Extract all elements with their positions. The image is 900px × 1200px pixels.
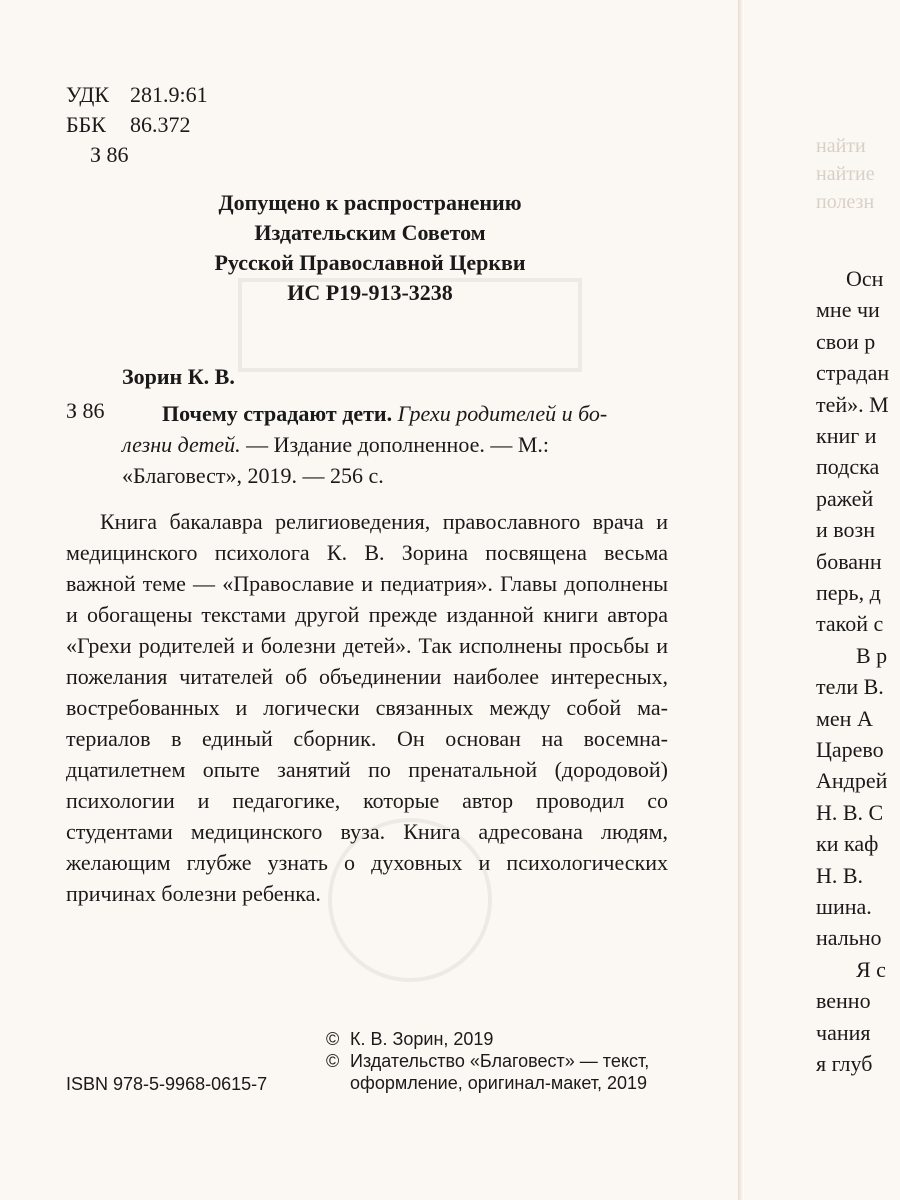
bbk-label: ББК [66,112,106,137]
imprint: «Благовест», 2019. — 256 с. [122,463,384,488]
udk-label: УДК [66,82,110,107]
right-page-line: В р [856,642,888,668]
right-page-line: подска [816,454,880,480]
faded-heading [816,132,875,216]
approval-block [140,188,600,308]
copyright-icon: © [326,1051,340,1071]
book-subtitle: Грехи родителей и бо- [397,401,608,426]
right-page-line: и возн [816,517,875,543]
copyright-icon: © [326,1029,340,1049]
edition-info: — Издание дополненное. — М.: [240,432,550,457]
right-page [744,0,900,1200]
approval-line: Издательским Советом [254,220,486,245]
copyright-row [326,1050,649,1072]
right-page-line: свои р [816,328,876,354]
faded-line: найти [816,135,866,157]
copyright-row [326,1028,649,1050]
right-page-line: ки каф [816,831,879,857]
bbk-value: 86.372 [130,112,191,137]
right-page-line: Царево [816,737,884,762]
right-page-line: Н. В. С [816,799,884,825]
right-page-line: такой с [816,611,884,637]
right-page-line: мен А [816,705,873,731]
right-page-line: ражей [816,485,874,511]
right-page-line: бованн [816,548,882,574]
copyright-block [326,1028,649,1094]
right-page-line: перь, д [816,580,881,605]
annotation [66,506,668,909]
right-page-line: книг и [816,423,877,448]
isbn: ISBN 978-5-9968-0615-7 [66,1074,268,1094]
copyright-row [326,1072,649,1094]
book-title: Почему страдают дети. [162,401,393,426]
right-page-line: нально [816,925,882,951]
right-page-line: венно [816,988,871,1014]
right-page-line: чания [816,1019,871,1045]
catalog-author: Зорин К. В. [122,364,235,389]
right-page-line: Н. В. [816,862,864,888]
book-subtitle-cont: лезни детей. [122,432,241,457]
bbk-row [66,110,208,140]
copyright-publisher: Издательство «Благовест» — текст, [350,1051,650,1071]
annotation-text: Книга бакалавра религиоведения, православного врача и медицинского психолога К. В. Зорина посвящена весьма важной теме — «Православие и педиатрия». Главы дополнены и обогащены текстами другой прежде изданной книги автора «Грехи родителей и болезни детей». Так исполнены просьбы и пожелания читателей об объединении наиболее интересных, востребованных и логически связанных между собой материалов в единый сборник. Он основан на восемнадцатилетнем опыте занятий по пренатальной (дородовой) психологии и педагогике, которые автор проводил со студентами медицинского вуза. Книга адресована людям, желающим глубже узнать о духовных и психологических причинах болезни ребенка. [66,509,668,906]
faded-line: полезн [816,191,875,213]
author-mark: З 86 [90,142,129,167]
right-page-line: тей». М [816,391,889,417]
right-page-line: Я с [856,956,886,982]
bib-edition-line [122,429,668,460]
right-page-line: Андрей [816,768,888,794]
classification-codes [66,80,208,170]
catalog-code: З 86 [66,398,105,423]
author-mark-row [66,140,208,170]
right-page-line: страдан [816,360,890,386]
right-page-line: шина. [816,894,872,919]
approval-line: Допущено к распространению [218,190,522,215]
right-page-line: я глуб [816,1051,873,1076]
copyright-author: К. В. Зорин, 2019 [350,1029,494,1049]
copyright-layout: оформление, оригинал-макет, 2019 [350,1073,648,1093]
faded-line: найтие [816,163,875,185]
udk-value: 281.9:61 [130,82,208,107]
udk-row [66,80,208,110]
copyright-spacer [326,1072,350,1094]
right-page-line: мне чи [816,297,880,323]
approval-number: ИС Р19-913-3238 [287,280,453,305]
right-page-line: тели В. [816,674,884,700]
right-page-line: Осн [846,266,884,291]
approval-line: Русской Православной Церкви [214,250,526,275]
bibliographic-record [122,398,668,491]
bib-title-line [122,398,668,429]
